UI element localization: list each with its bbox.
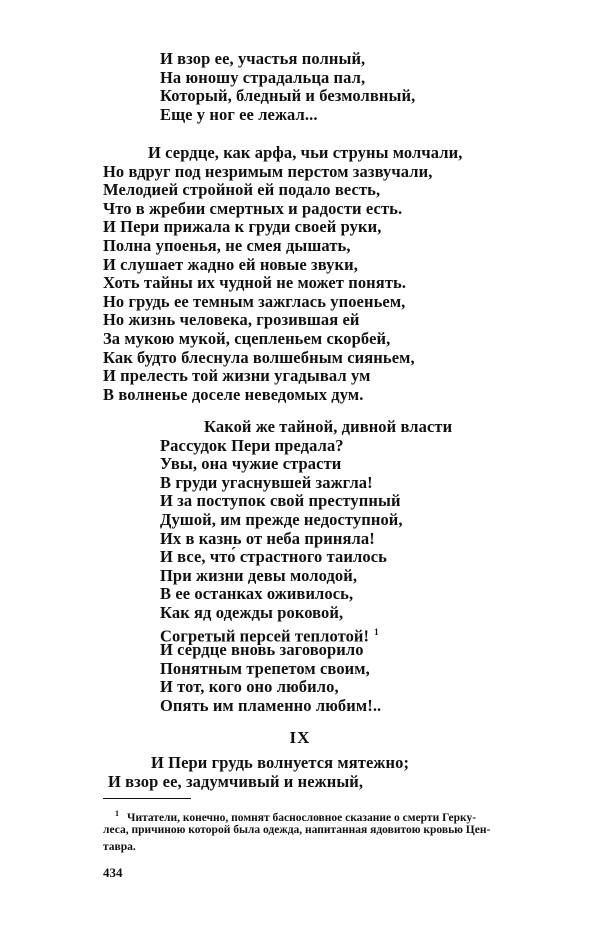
poem-line bbox=[160, 492, 401, 510]
poem-line bbox=[103, 330, 390, 348]
poem-line bbox=[103, 181, 380, 199]
poem-line-text: Что в жребии смертных и радости есть. bbox=[103, 198, 403, 218]
poem-line-text: И взор ее, задумчивый и нежный, bbox=[108, 771, 364, 791]
poem-line bbox=[160, 511, 403, 529]
poem-line-text: Но вдруг под незримым перстом зазвучали, bbox=[103, 161, 433, 181]
poem-line-text: Душой, им прежде недоступной, bbox=[160, 510, 403, 529]
poem-line-text: И сердце, как арфа, чьи струны молчали, bbox=[148, 143, 463, 162]
poem-line-text: И прелесть той жизни угадывал ум bbox=[103, 366, 371, 386]
poem-line-text: На юношу страдальца пал, bbox=[160, 67, 366, 87]
poem-line-text: В волненье доселе неведомых дум. bbox=[103, 384, 364, 404]
poem-line-text: И сердце вновь заговорило bbox=[160, 640, 364, 660]
poem-line bbox=[103, 386, 363, 404]
poem-line bbox=[103, 367, 370, 385]
footnote-text: тавра. bbox=[103, 841, 136, 853]
poem-line-text: Опять им пламенно любим!.. bbox=[160, 696, 382, 715]
poem-line bbox=[160, 604, 343, 622]
footnote-reference: 1 bbox=[374, 626, 379, 637]
footnote-line bbox=[103, 839, 533, 856]
poem-line-text: За мукою мукой, сцепленьем скорбей, bbox=[103, 329, 391, 348]
poem-line bbox=[160, 678, 339, 696]
poem-line bbox=[103, 311, 360, 329]
poem-line-text: И все, что́ страстного таилось bbox=[160, 547, 387, 567]
poem-line-text: Как яд одежды роковой, bbox=[160, 603, 344, 622]
poem-line bbox=[160, 69, 365, 87]
poem-line bbox=[160, 106, 318, 124]
poem-line bbox=[160, 437, 344, 455]
poem-line-text: И Пери грудь волнуется мятежно; bbox=[151, 753, 410, 772]
poem-line bbox=[108, 773, 363, 791]
poem-line-text: Их в казнь от неба приняла! bbox=[160, 528, 375, 548]
poem-line bbox=[160, 455, 341, 473]
poem-line-text: И Пери прижала к груди своей руки, bbox=[103, 217, 382, 237]
poem-line bbox=[148, 144, 463, 162]
poem-line bbox=[103, 163, 432, 181]
poem-line-text: Полна упоенья, не смея дышать, bbox=[103, 236, 351, 255]
poem-line-text: И слушает жадно ей новые звуки, bbox=[103, 254, 358, 274]
poem-line bbox=[160, 50, 365, 68]
poem-line-text: Как будто блеснула волшебным сияньем, bbox=[103, 347, 415, 367]
poem-line bbox=[103, 218, 381, 236]
poem-line-text: В груди угаснувшей зажгла! bbox=[160, 472, 373, 492]
poem-line bbox=[160, 641, 364, 659]
poem-line bbox=[160, 474, 373, 492]
footnote-number: 1 bbox=[115, 809, 119, 818]
poem-line bbox=[103, 274, 406, 292]
poem-line bbox=[151, 754, 409, 772]
poem-line-text: Увы, она чужие страсти bbox=[160, 454, 342, 474]
poem-line bbox=[103, 293, 405, 311]
poem-line bbox=[160, 697, 381, 715]
poem-line bbox=[204, 418, 452, 436]
footnote-rule bbox=[103, 798, 191, 799]
poem-line-text: И взор ее, участья полный, bbox=[160, 49, 366, 68]
poem-line bbox=[160, 87, 415, 105]
poem-line-text: Понятным трепетом своим, bbox=[160, 658, 370, 678]
poem-line-text: Какой же тайной, дивной власти bbox=[204, 417, 453, 436]
poem-line bbox=[160, 530, 375, 548]
poem-line-text: И тот, кого оно любило, bbox=[160, 677, 339, 697]
footnote-text: леса, причиною которой была одежда, напитанная ядовитою кровью Цен- bbox=[103, 824, 491, 836]
poem-line-text: Хоть тайны их чудной не может понять. bbox=[103, 273, 407, 293]
footnote-line bbox=[103, 822, 533, 839]
poem-line-text: И за поступок свой преступный bbox=[160, 491, 401, 511]
poem-line-text: Который, бледный и безмолвный, bbox=[160, 86, 416, 106]
poem-line-text: Но жизнь человека, грозившая ей bbox=[103, 310, 360, 330]
poem-line bbox=[160, 585, 353, 603]
poem-line-text: Рассудок Пери предала? bbox=[160, 435, 344, 455]
poem-line bbox=[103, 200, 402, 218]
poem-line-text: Согретый персей теплотой! bbox=[160, 626, 370, 646]
page-number: 434 bbox=[103, 865, 123, 880]
poem-line bbox=[160, 548, 387, 566]
poem-line bbox=[160, 660, 370, 678]
poem-line bbox=[160, 567, 357, 585]
poem-line bbox=[103, 349, 415, 367]
poem-line bbox=[103, 237, 351, 255]
footnote-text: Читатели, конечно, помнят баснословное сказание о смерти Герку- bbox=[127, 811, 477, 824]
poem-line bbox=[103, 256, 358, 274]
section-heading: IX bbox=[289, 728, 311, 747]
poem-line-text: Но грудь ее темным зажглась упоеньем, bbox=[103, 291, 406, 311]
poem-line-text: При жизни девы молодой, bbox=[160, 565, 358, 585]
poem-line-text: В ее останках оживилось, bbox=[160, 584, 354, 604]
poem-line-text: Еще у ног ее лежал... bbox=[160, 104, 318, 124]
poem-line-text: Мелодией стройной ей подало весть, bbox=[103, 180, 381, 200]
